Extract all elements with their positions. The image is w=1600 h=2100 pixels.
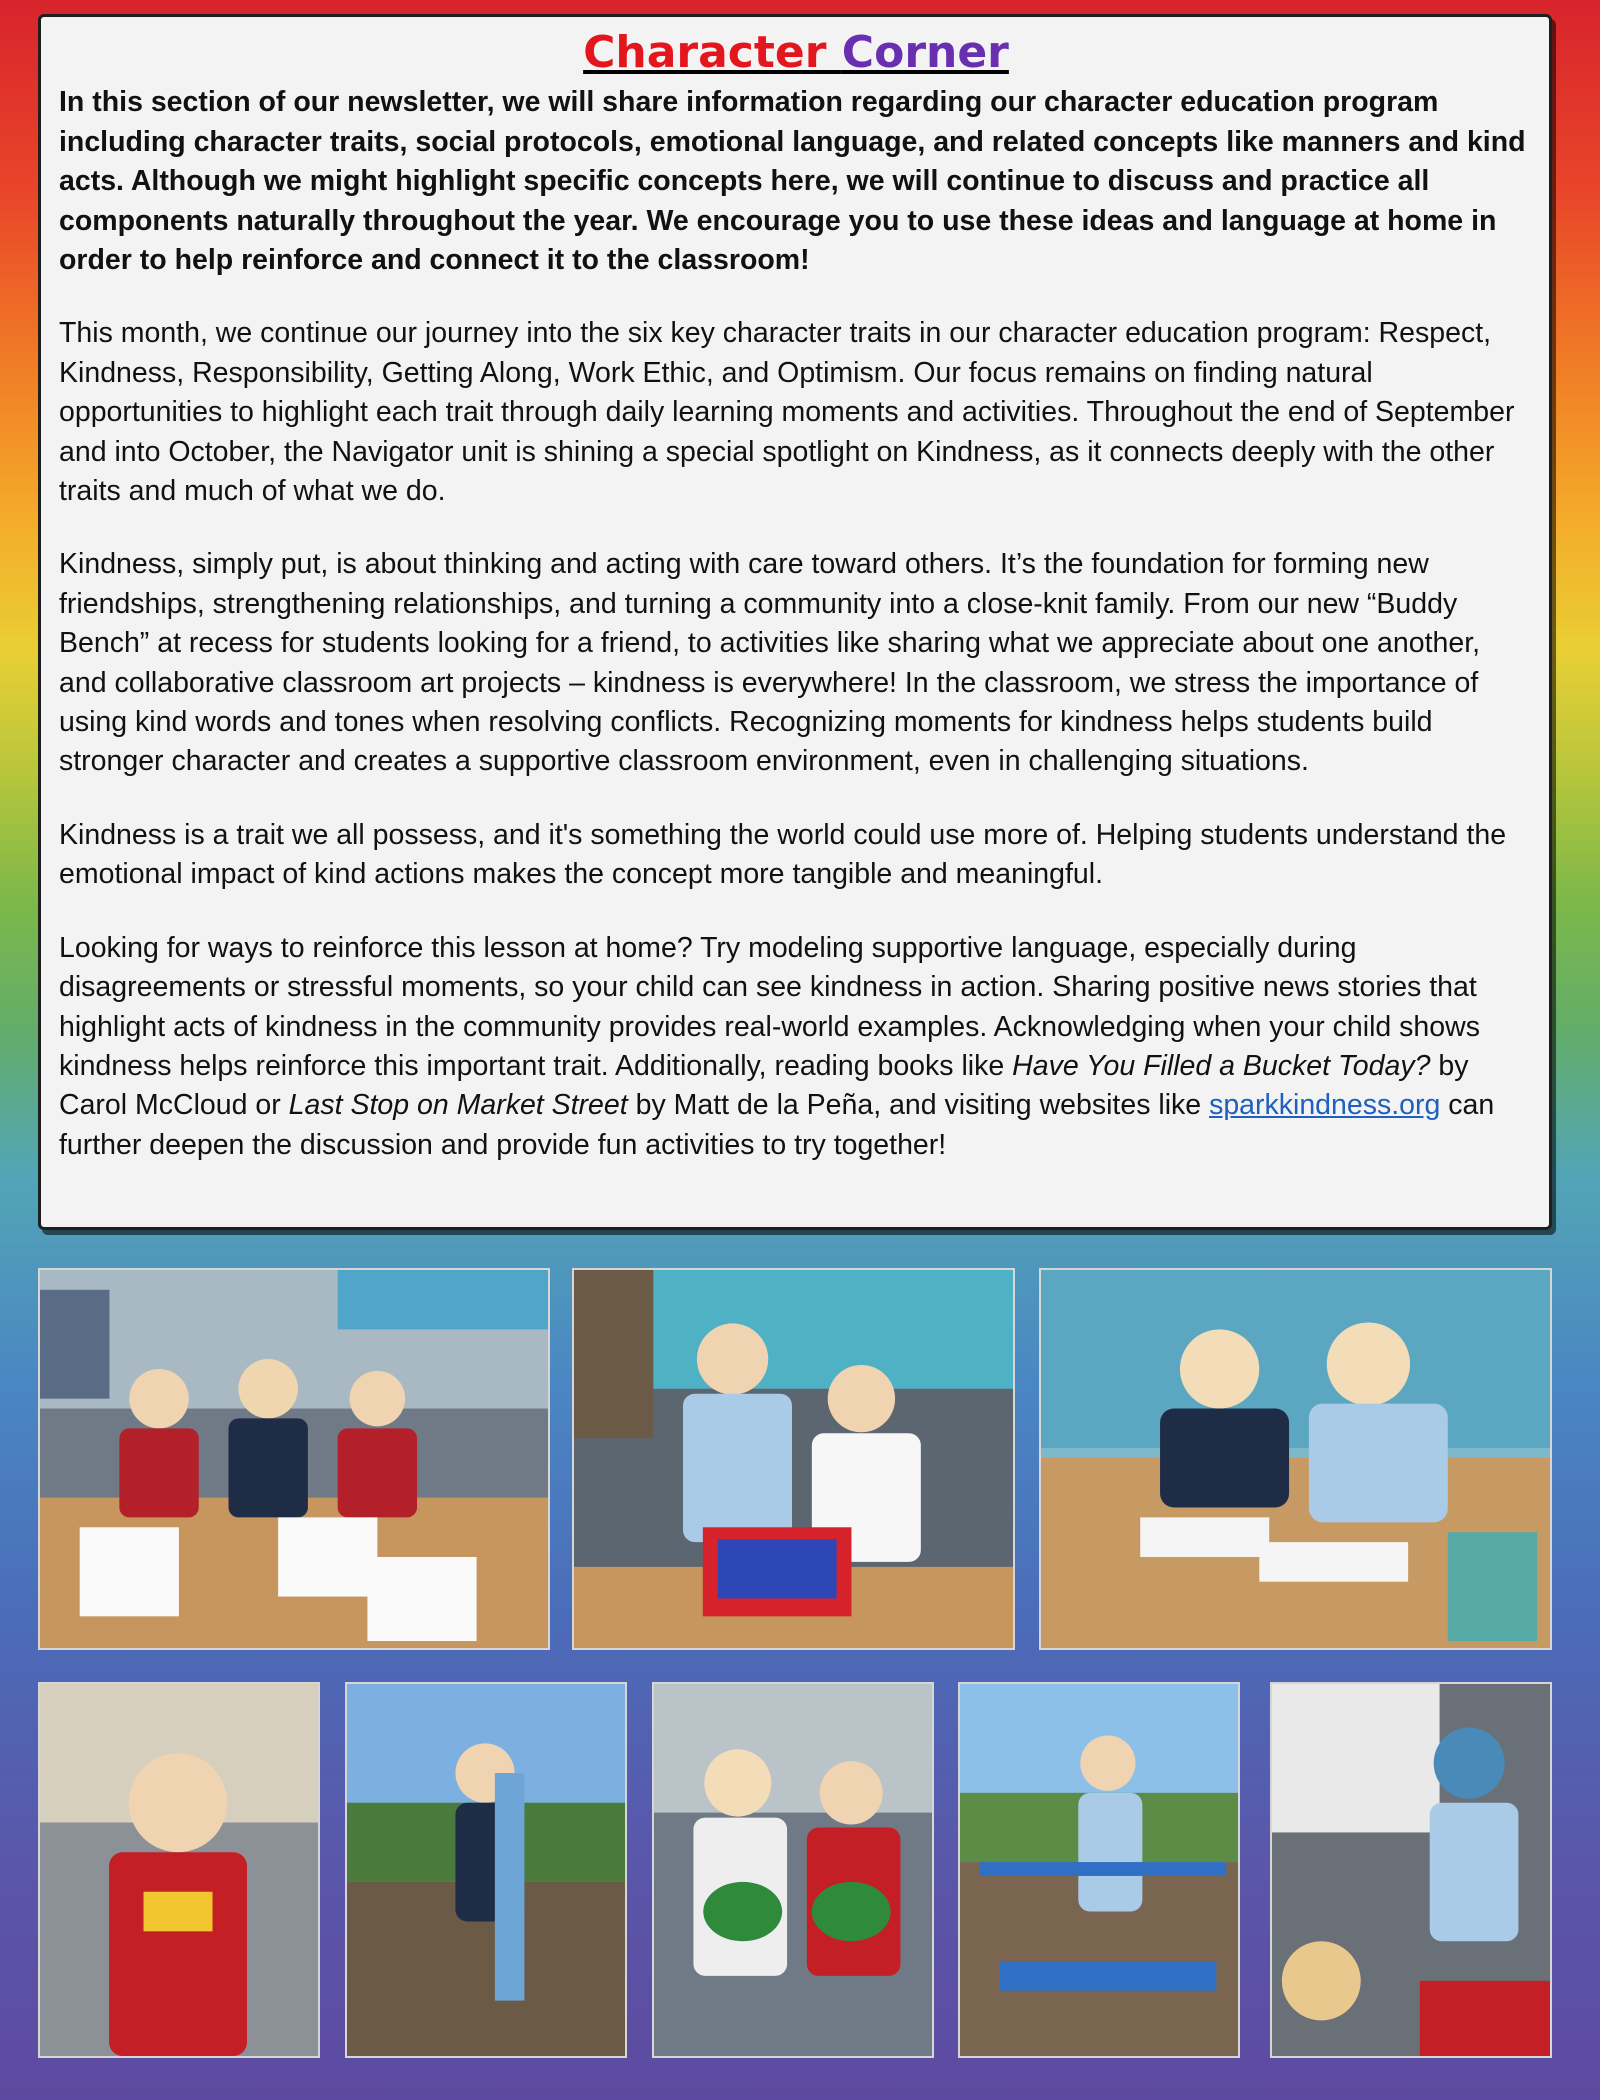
book-title-bucket: Have You Filled a Bucket Today? — [1012, 1049, 1431, 1082]
kindness-paragraph: Kindness, simply put, is about thinking and acting with care toward others. It’s the foundation for forming new friendships, strengthening relationships, and turning a community into a close-knit family. From our new “Buddy Bench” at recess for students looking for a friend, to activities like sharing what we appreciate about one another, and collaborative classroom art projects – kindness is everywhere! In the classroom, we stress the importance of using kind words and tones when resolving conflicts. Recognizing moments for kindness helps students build stronger character and creates a supportive classroom environment, even in challenging situations. — [59, 548, 1481, 778]
photo-boys-yarn-craft — [652, 1682, 934, 2058]
sparkkindness-link[interactable]: sparkkindness.org — [1209, 1089, 1441, 1122]
photo-student-costume-board — [1270, 1682, 1552, 2058]
character-corner-panel — [38, 14, 1552, 1230]
title-word-corner: Corner — [841, 27, 1009, 78]
traits-paragraph: This month, we continue our journey into the six key character traits in our character education program: Respect, Kindness, Responsibility, Getting Along, Work Ethic, and Optimism. Our focus remains on finding natural opportunities to highlight each trait through daily learning moments and activities. Throughout the end of September and into October, the Navigator unit is shining a special spotlight on Kindness, as it connects deeply with the other traits and much of what we do. — [59, 317, 1515, 508]
title-separator — [826, 27, 841, 78]
page-title — [59, 29, 1533, 77]
title-word-character: Character — [583, 27, 827, 78]
photo-boys-board-game — [572, 1268, 1015, 1650]
home-tips-text-1: Looking for ways to reinforce this lesson at home? Try modeling supportive language, especially during disagreements or stressful moments, so your child can see kindness in action. Sharing positive news stories that highlight acts of kindness in the community provides real-world examples. Acknowledging when your child shows kindness helps reinforce this important trait. Additionally, reading books like — [59, 931, 1480, 1082]
home-tips-text-2: by Carol McCloud or — [59, 1049, 1469, 1122]
photo-boy-lego — [38, 1682, 320, 2058]
photo-boy-playground-post — [345, 1682, 627, 2058]
home-tips-text-3: by Matt de la Peña, and visiting websites like — [627, 1089, 1210, 1122]
photo-girls-tree-painting — [38, 1268, 550, 1650]
kindness-trait-paragraph: Kindness is a trait we all possess, and it's something the world could use more of. Helping students understand the emotional impact of kind actions makes the concept more tangible and meaningful. — [59, 818, 1507, 891]
home-tips-paragraph — [59, 929, 1533, 1165]
intro-paragraph: In this section of our newsletter, we will share information regarding our character education program including character traits, social protocols, emotional language, and related concepts like manners and kind acts. Although we might highlight specific concepts here, we will continue to discuss and practice all components naturally throughout the year. We encourage you to use these ideas and language at home in order to help reinforce and connect it to the classroom! — [59, 86, 1526, 277]
photo-girls-watercolor — [1039, 1268, 1552, 1650]
home-tips-text-4: can further deepen the discussion and provide fun activities to try together! — [59, 1089, 1495, 1161]
photo-boy-playground-bars — [958, 1682, 1240, 2058]
book-title-market-street: Last Stop on Market Street — [288, 1089, 628, 1122]
